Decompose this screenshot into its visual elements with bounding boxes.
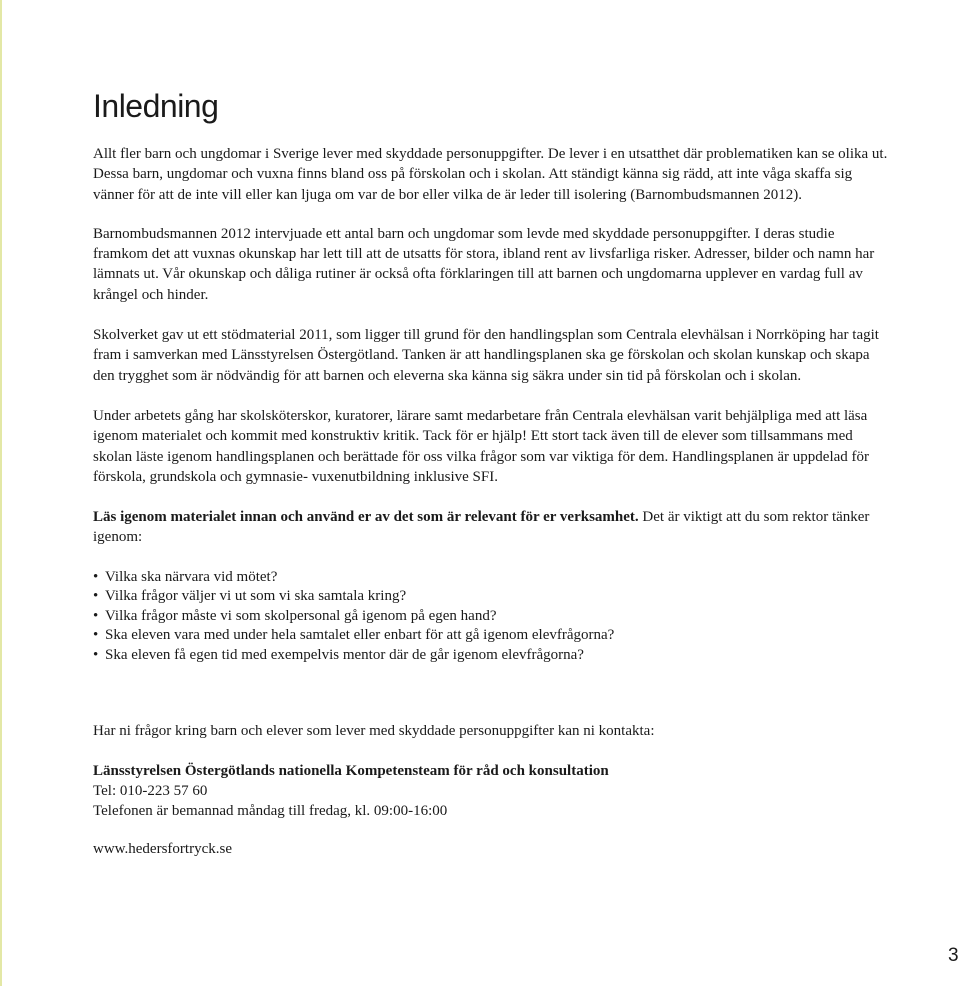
contact-website-link[interactable]: www.hedersfortryck.se: [93, 841, 232, 858]
contact-block: [93, 761, 893, 822]
list-item: • Vilka frågor väljer vi ut som vi ska samtala kring?: [93, 587, 893, 607]
paragraph-intro: Allt fler barn och ungdomar i Sverige lever med skyddade personuppgifter. De lever i en utsatthet där problematiken kan se olika ut. Dessa barn, ungdomar och vuxna finns bland oss på förskolan och i skolan. Att ständigt känna sig rädd, att inte våga skaffa sig vänner för att de inte vill eller kan ljuga om var de bor eller vilka de är leder till isolering (Barnombudsmannen 2012).: [93, 146, 888, 203]
list-item: • Ska eleven få egen tid med exempelvis mentor där de går igenom elevfrågorna?: [93, 646, 893, 666]
question-list: [93, 568, 893, 666]
page-edge-line: [0, 0, 2, 986]
list-item: • Vilka ska närvara vid mötet?: [93, 568, 893, 588]
paragraph-instructions: [93, 507, 893, 548]
contact-hours: Telefonen är bemannad måndag till fredag, kl. 09:00-16:00: [93, 803, 448, 820]
paragraph-acknowledgements: Under arbetets gång har skolsköterskor, kuratorer, lärare samt medarbetare från Centrala elevhälsan varit behjälpliga med att läsa igenom materialet och kommit med konstruktiv kritik. Tack för er hjälp! Ett stort tack även till de elever som tillsammans med skolan läste igenom handlingsplanen och berättade för oss vilka frågor som var viktiga för dem. Handlingsplanen är uppdelad för förskola, grundskola och gymnasie- vuxenutbildning inklusive SFI.: [93, 407, 870, 485]
paragraph-skolverket: Skolverket gav ut ett stödmaterial 2011, som ligger till grund för den handlingsplan som Centrala elevhälsan i Norrköping har tagit fram i samverkan med Länsstyrelsen Östergötland. Tanken är att handlingsplanen ska ge förskolan och skolan kunskap och skapa den trygghet som är nödvändig för att barnen och eleverna ska känna sig säkra under sin tid på förskolan och i skolan.: [93, 327, 879, 384]
paragraph-barnombudsmannen: Barnombudsmannen 2012 intervjuade ett antal barn och ungdomar som levde med skyddade personuppgifter. I deras studie framkom det att vuxnas okunskap har lett till att de utsatts för stora, ibland rent av livsfarliga risker. Adresser, bilder och namn har lämnats ut. Vår okunskap och dåliga rutiner är också ofta förklaringen till att barnen och ungdomarna upplever en vardag full av krångel och hinder.: [93, 225, 875, 303]
document-page: [93, 86, 893, 860]
instruction-emphasis: Läs igenom materialet innan och använd er av det som är relevant för er verksamhet.: [93, 509, 639, 526]
instruction-rest: Det är viktigt att du som rektor tänker igenom:: [93, 509, 870, 546]
contact-phone: Tel: 010-223 57 60: [93, 782, 208, 799]
list-item: • Vilka frågor måste vi som skolpersonal gå igenom på egen hand?: [93, 607, 893, 627]
page-heading: Inledning: [93, 88, 219, 124]
contact-organization: Länsstyrelsen Östergötlands nationella Kompetensteam för råd och konsultation: [93, 762, 609, 779]
list-item: • Ska eleven vara med under hela samtalet eller enbart för att gå igenom elevfrågorna?: [93, 626, 893, 646]
page-number: 3: [948, 945, 959, 966]
contact-intro: Har ni frågor kring barn och elever som lever med skyddade personuppgifter kan ni kontakta:: [93, 723, 655, 740]
